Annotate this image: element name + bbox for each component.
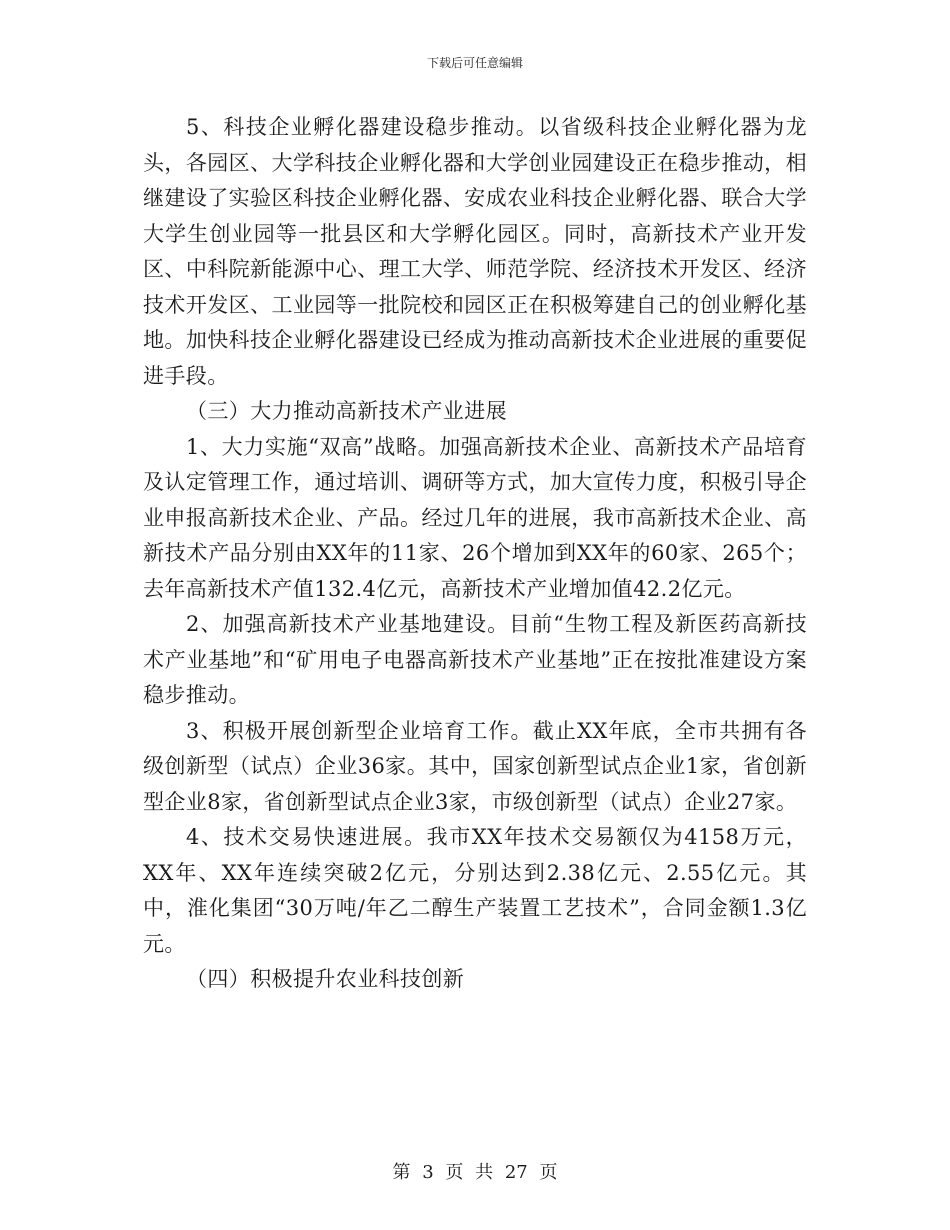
page-number: 第 3 页 共 27 页 [392, 1162, 558, 1183]
document-body [143, 110, 807, 998]
section-heading-hightech: （三）大力推动高新技术产业进展 [186, 399, 507, 423]
paragraph-innovative-enterprise: 3、积极开展创新型企业培育工作。截止XX年底，全市共拥有各级创新型（试点）企业36家。其中，国家创新型试点企业1家，省创新型企业8家，省创新型试点企业3家，市级创新型（试点）企业27家。 [143, 718, 807, 814]
paragraph-tech-trading: 4、技术交易快速进展。我市XX年技术交易额仅为4158万元，XX年、XX年连续突破2亿元，分别达到2.38亿元、2.55亿元。其中，淮化集团“30万吨/年乙二醇生产装置工艺技术”，合同金额1.3亿元。 [143, 825, 807, 956]
page-header: 下载后可任意编辑 [426, 56, 523, 70]
paragraph-incubator: 5、科技企业孵化器建设稳步推动。以省级科技企业孵化器为龙头，各园区、大学科技企业孵化器和大学创业园建设正在稳步推动，相继建设了实验区科技企业孵化器、安成农业科技企业孵化器、联合大学大学生创业园等一批县区和大学孵化园区。同时，高新技术产业开发区、中科院新能源中心、理工大学、师范学院、经济技术开发区、经济技术开发区、工业园等一批院校和园区正在积极筹建自己的创业孵化基地。加快科技企业孵化器建设已经成为推动高新技术企业进展的重要促进手段。 [143, 115, 807, 388]
section-heading-agriculture: （四）积极提升农业科技创新 [186, 967, 465, 991]
paragraph-double-high: 1、大力实施“双高”战略。加强高新技术企业、高新技术产品培育及认定管理工作，通过培训、调研等方式，加大宣传力度，积极引导企业申报高新技术企业、产品。经过几年的进展，我市高新技术企业、高新技术产品分别由XX年的11家、26个增加到XX年的60家、265个；去年高新技术产值132.4亿元，高新技术产业增加值42.2亿元。 [143, 434, 807, 601]
paragraph-industry-base: 2、加强高新技术产业基地建设。目前“生物工程及新医药高新技术产业基地”和“矿用电子电器高新技术产业基地”正在按批准建设方案稳步推动。 [143, 612, 807, 707]
